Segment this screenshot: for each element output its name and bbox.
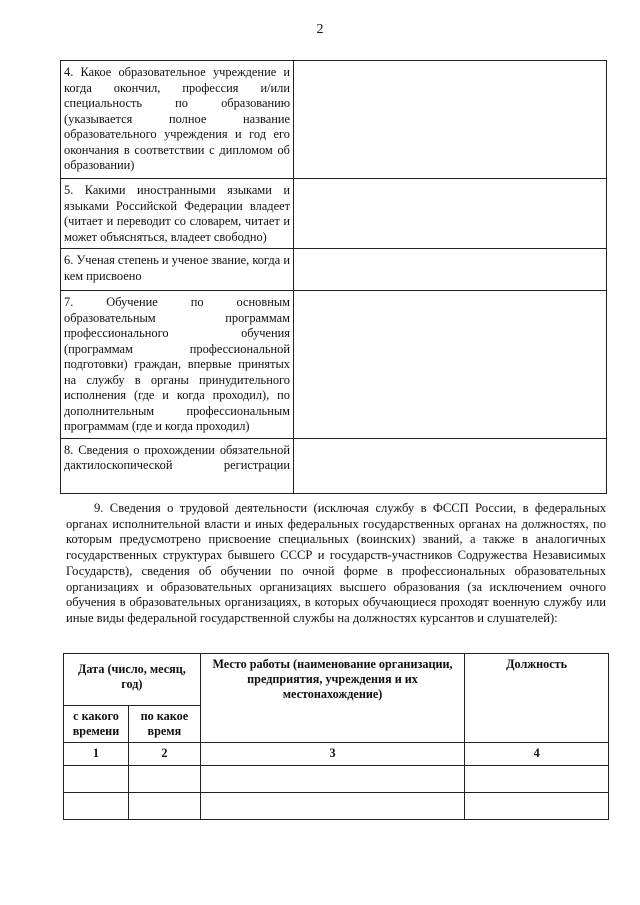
page-number: 2 <box>316 22 324 37</box>
date-header: Дата (число, месяц, год) <box>64 654 201 706</box>
question-label: 5. Какими иностранными языками и языками Российской Федерации владеет (читает и переводит со словарем, читает и может объясняться, владеет свободно) <box>61 179 294 249</box>
column-number: 3 <box>200 743 464 766</box>
from-date-cell[interactable] <box>64 793 129 820</box>
place-cell[interactable] <box>200 766 464 793</box>
from-date-header: с какого времени <box>64 706 129 743</box>
place-header: Место работы (наименование организации, предприятия, учреждения и их местонахождение) <box>200 654 464 743</box>
answer-field[interactable] <box>294 179 607 249</box>
position-cell[interactable] <box>465 766 609 793</box>
position-cell[interactable] <box>465 793 609 820</box>
to-date-header: по какое время <box>128 706 200 743</box>
answer-field[interactable] <box>294 61 607 179</box>
work-history-table <box>63 653 609 820</box>
place-cell[interactable] <box>200 793 464 820</box>
table-row <box>64 793 609 820</box>
question-row <box>61 291 607 439</box>
answer-field[interactable] <box>294 291 607 439</box>
question-label: 6. Ученая степень и ученое звание, когда и кем присвоено <box>61 249 294 291</box>
questionnaire-table <box>60 60 607 494</box>
column-number: 1 <box>64 743 129 766</box>
column-number: 2 <box>128 743 200 766</box>
position-header: Должность <box>465 654 609 743</box>
to-date-cell[interactable] <box>128 766 200 793</box>
question-label: 8. Сведения о прохождении обязательной дактилоскопической регистрации <box>61 438 294 493</box>
question-row <box>61 249 607 291</box>
from-date-cell[interactable] <box>64 766 129 793</box>
question-row <box>61 61 607 179</box>
section-9-text: 9. Сведения о трудовой деятельности (исключая службу в ФССП России, в федеральных органах исполнительной власти и иных федеральных государственных органах на должностях, по которым предусмотрено присвоение специальных (воинских) званий, а также в аналогичных государственных структурах бывшего СССР и государств-участников Содружества Независимых Государств), сведения об обучении по очной форме в профессиональных образовательных организациях и образовательных организациях высшего образования (за исключением очного обучения в образовательных организациях, в которых обучающиеся проходят военную службу или иные виды федеральной государственной службы на должностях курсантов и слушателей): <box>66 501 606 625</box>
column-number: 4 <box>465 743 609 766</box>
to-date-cell[interactable] <box>128 793 200 820</box>
question-row <box>61 438 607 493</box>
answer-field[interactable] <box>294 438 607 493</box>
answer-field[interactable] <box>294 249 607 291</box>
question-label: 4. Какое образовательное учреждение и когда окончил, профессия и/или специальность по образованию (указывается полное название образовательного учреждения и год его окончания в соответствии с дипломом об образовании) <box>61 61 294 179</box>
question-label: 7. Обучение по основным образовательным программам профессионального обучения (программам профессиональной подготовки) граждан, впервые принятых на службу в органы принудительного исполнения (где и когда проходил), по дополнительным профессиональным программам (где и когда проходил) <box>61 291 294 439</box>
question-row <box>61 179 607 249</box>
table-row <box>64 766 609 793</box>
